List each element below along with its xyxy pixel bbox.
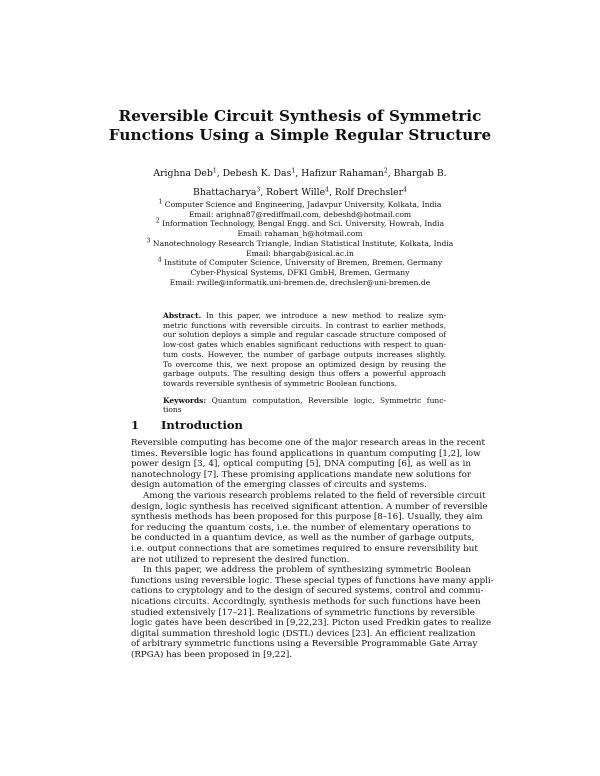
- section-title: Introduction: [161, 418, 243, 432]
- abstract-line: To overcome this, we next propose an optimized design by reusing the: [163, 359, 446, 369]
- affiliation-email: Email: rahaman_h@hotmail.com: [237, 229, 363, 239]
- affiliation-number: 3: [146, 237, 151, 245]
- affiliation-line: $^1$ Computer Science and Engineering, Jadavpur University, Kolkata, India: [158, 198, 442, 209]
- abstract-label: Abstract.: [163, 311, 202, 320]
- author-affil-marker: 4: [403, 186, 407, 194]
- body-line: times. Reversible logic has found applications in quantum computing [1,2], low: [131, 448, 481, 459]
- affiliation: [120, 200, 480, 219]
- body-line: (RPGA) has been proposed in [9,22].: [131, 649, 293, 660]
- author-name: , Hafizur Rahaman: [295, 168, 384, 179]
- affiliation-email: Email: bhargab@isical.ac.in: [246, 248, 354, 258]
- affiliation-line: Cyber-Physical Systems, DFKI GmbH, Bremen, Germany: [190, 267, 410, 277]
- section-heading: [131, 418, 243, 432]
- author-name: Bhattacharya: [193, 187, 257, 198]
- body-line: i.e. output connections that are sometimes required to ensure reversibility but: [131, 543, 478, 554]
- body-line: functions using reversible logic. These special types of functions have many appli-: [131, 575, 494, 586]
- section-number: 1: [131, 418, 140, 432]
- abstract-block: [163, 311, 446, 415]
- author-name: , Debesh K. Das: [216, 168, 292, 179]
- body-line: are not utilized to represent the desired function.: [131, 554, 350, 565]
- body-text: [131, 438, 494, 660]
- body-line: power design [3, 4], optical computing [5], DNA computing [6], as well as in: [131, 459, 471, 470]
- body-line: In this paper, we address the problem of synthesizing symmetric Boolean: [143, 565, 471, 576]
- body-line: nications circuits. Accordingly, synthesis methods for such functions have been: [131, 596, 481, 607]
- abstract-line: our solution deploys a simple and regular cascade structure composed of: [163, 330, 446, 340]
- body-line: design, logic synthesis has received significant attention. A number of reversible: [131, 501, 488, 512]
- abstract-line: metric functions with reversible circuits. In contrast to earlier methods,: [163, 320, 446, 330]
- body-line: design automation of the emerging classes of circuits and systems.: [131, 480, 427, 491]
- affiliation-number: 1: [158, 198, 163, 206]
- author-affil-marker: 4: [325, 186, 329, 194]
- author-name: , Robert Wille: [260, 187, 326, 198]
- author-list: [120, 164, 480, 202]
- body-line: Among the various research problems related to the field of reversible circuit: [143, 490, 486, 501]
- affiliation-line: $^4$ Institute of Computer Science, University of Bremen, Bremen, Germany: [157, 256, 443, 268]
- abstract-line: Abstract. In this paper, we introduce a new method to realize sym-: [163, 311, 447, 320]
- body-line: synthesis methods has been proposed for this purpose [8–16]. Usually, they aim: [131, 512, 483, 523]
- body-line: nanotechnology [7]. These promising applications mandate new solutions for: [131, 469, 471, 480]
- author-line: [120, 164, 480, 183]
- author-name: , Rolf Drechsler: [328, 187, 404, 198]
- author-affil-marker: 1: [291, 167, 296, 175]
- paper-title: [90, 107, 510, 145]
- author-affil-marker: 3: [256, 186, 261, 194]
- author-affil-marker: 2: [383, 167, 388, 175]
- body-line: Reversible computing has become one of the major research areas in the recent: [131, 438, 485, 448]
- author-name: , Bhargab B.: [387, 168, 447, 179]
- abstract-line: low-cost gates which enables significant reductions with respect to quan-: [163, 340, 446, 350]
- affiliation-line: $^2$ Information Technology, Bengal Engg. and Sci. University, Howrah, India: [155, 217, 445, 229]
- affiliation-email: Email: arighna87@rediffmail.com, debeshd@hotmail.com: [188, 209, 412, 219]
- abstract-line: tum costs. However, the number of garbage outputs increases slightly.: [163, 349, 446, 359]
- affiliation-list: [120, 200, 480, 287]
- body-line: cations to cryptology and to the design of secured systems, control and commu-: [131, 586, 484, 597]
- affiliation: [120, 239, 480, 258]
- affiliation: [120, 258, 480, 287]
- body-line: of arbitrary symmetric functions using a Reversible Programmable Gate Array: [131, 639, 478, 650]
- abstract-line: garbage outputs. The resulting design thus offers a powerful approach: [163, 369, 446, 379]
- abstract-line: towards reversible synthesis of symmetric Boolean functions.: [163, 378, 397, 388]
- keywords-line: Keywords: Quantum computation, Reversible logic, Symmetric func-: [163, 395, 446, 405]
- body-line: be conducted in a quantum device, as well as the number of garbage outputs,: [131, 533, 475, 544]
- title-line: Functions Using a Simple Regular Structure: [108, 126, 492, 144]
- body-line: for reducing the quantum costs, i.e. the number of elementary operations to: [131, 522, 471, 533]
- affiliation: [120, 219, 480, 238]
- affiliation-email: Email: rwille@informatik.uni-bremen.de, drechsler@uni-bremen.de: [169, 277, 431, 287]
- keywords-label: Keywords:: [163, 395, 207, 405]
- body-line: studied extensively [17–21]. Realizations of symmetric functions by reversible: [131, 607, 475, 618]
- author-name: Arighna Deb: [153, 168, 213, 179]
- author-affil-marker: 1: [212, 167, 217, 175]
- title-line: Reversible Circuit Synthesis of Symmetric: [118, 107, 482, 125]
- keywords-line: tions: [163, 405, 182, 415]
- affiliation-line: $^3$ Nanotechnology Research Triangle, Indian Statistical Institute, Kolkata, India: [146, 237, 454, 248]
- body-line: logic gates have been described in [9,22,23]. Picton used Fredkin gates to realize: [131, 618, 492, 629]
- body-line: digital summation threshold logic (DSTL) devices [23]. An efficient realization: [131, 628, 476, 639]
- affiliation-number: 4: [157, 256, 162, 264]
- affiliation-number: 2: [155, 217, 160, 225]
